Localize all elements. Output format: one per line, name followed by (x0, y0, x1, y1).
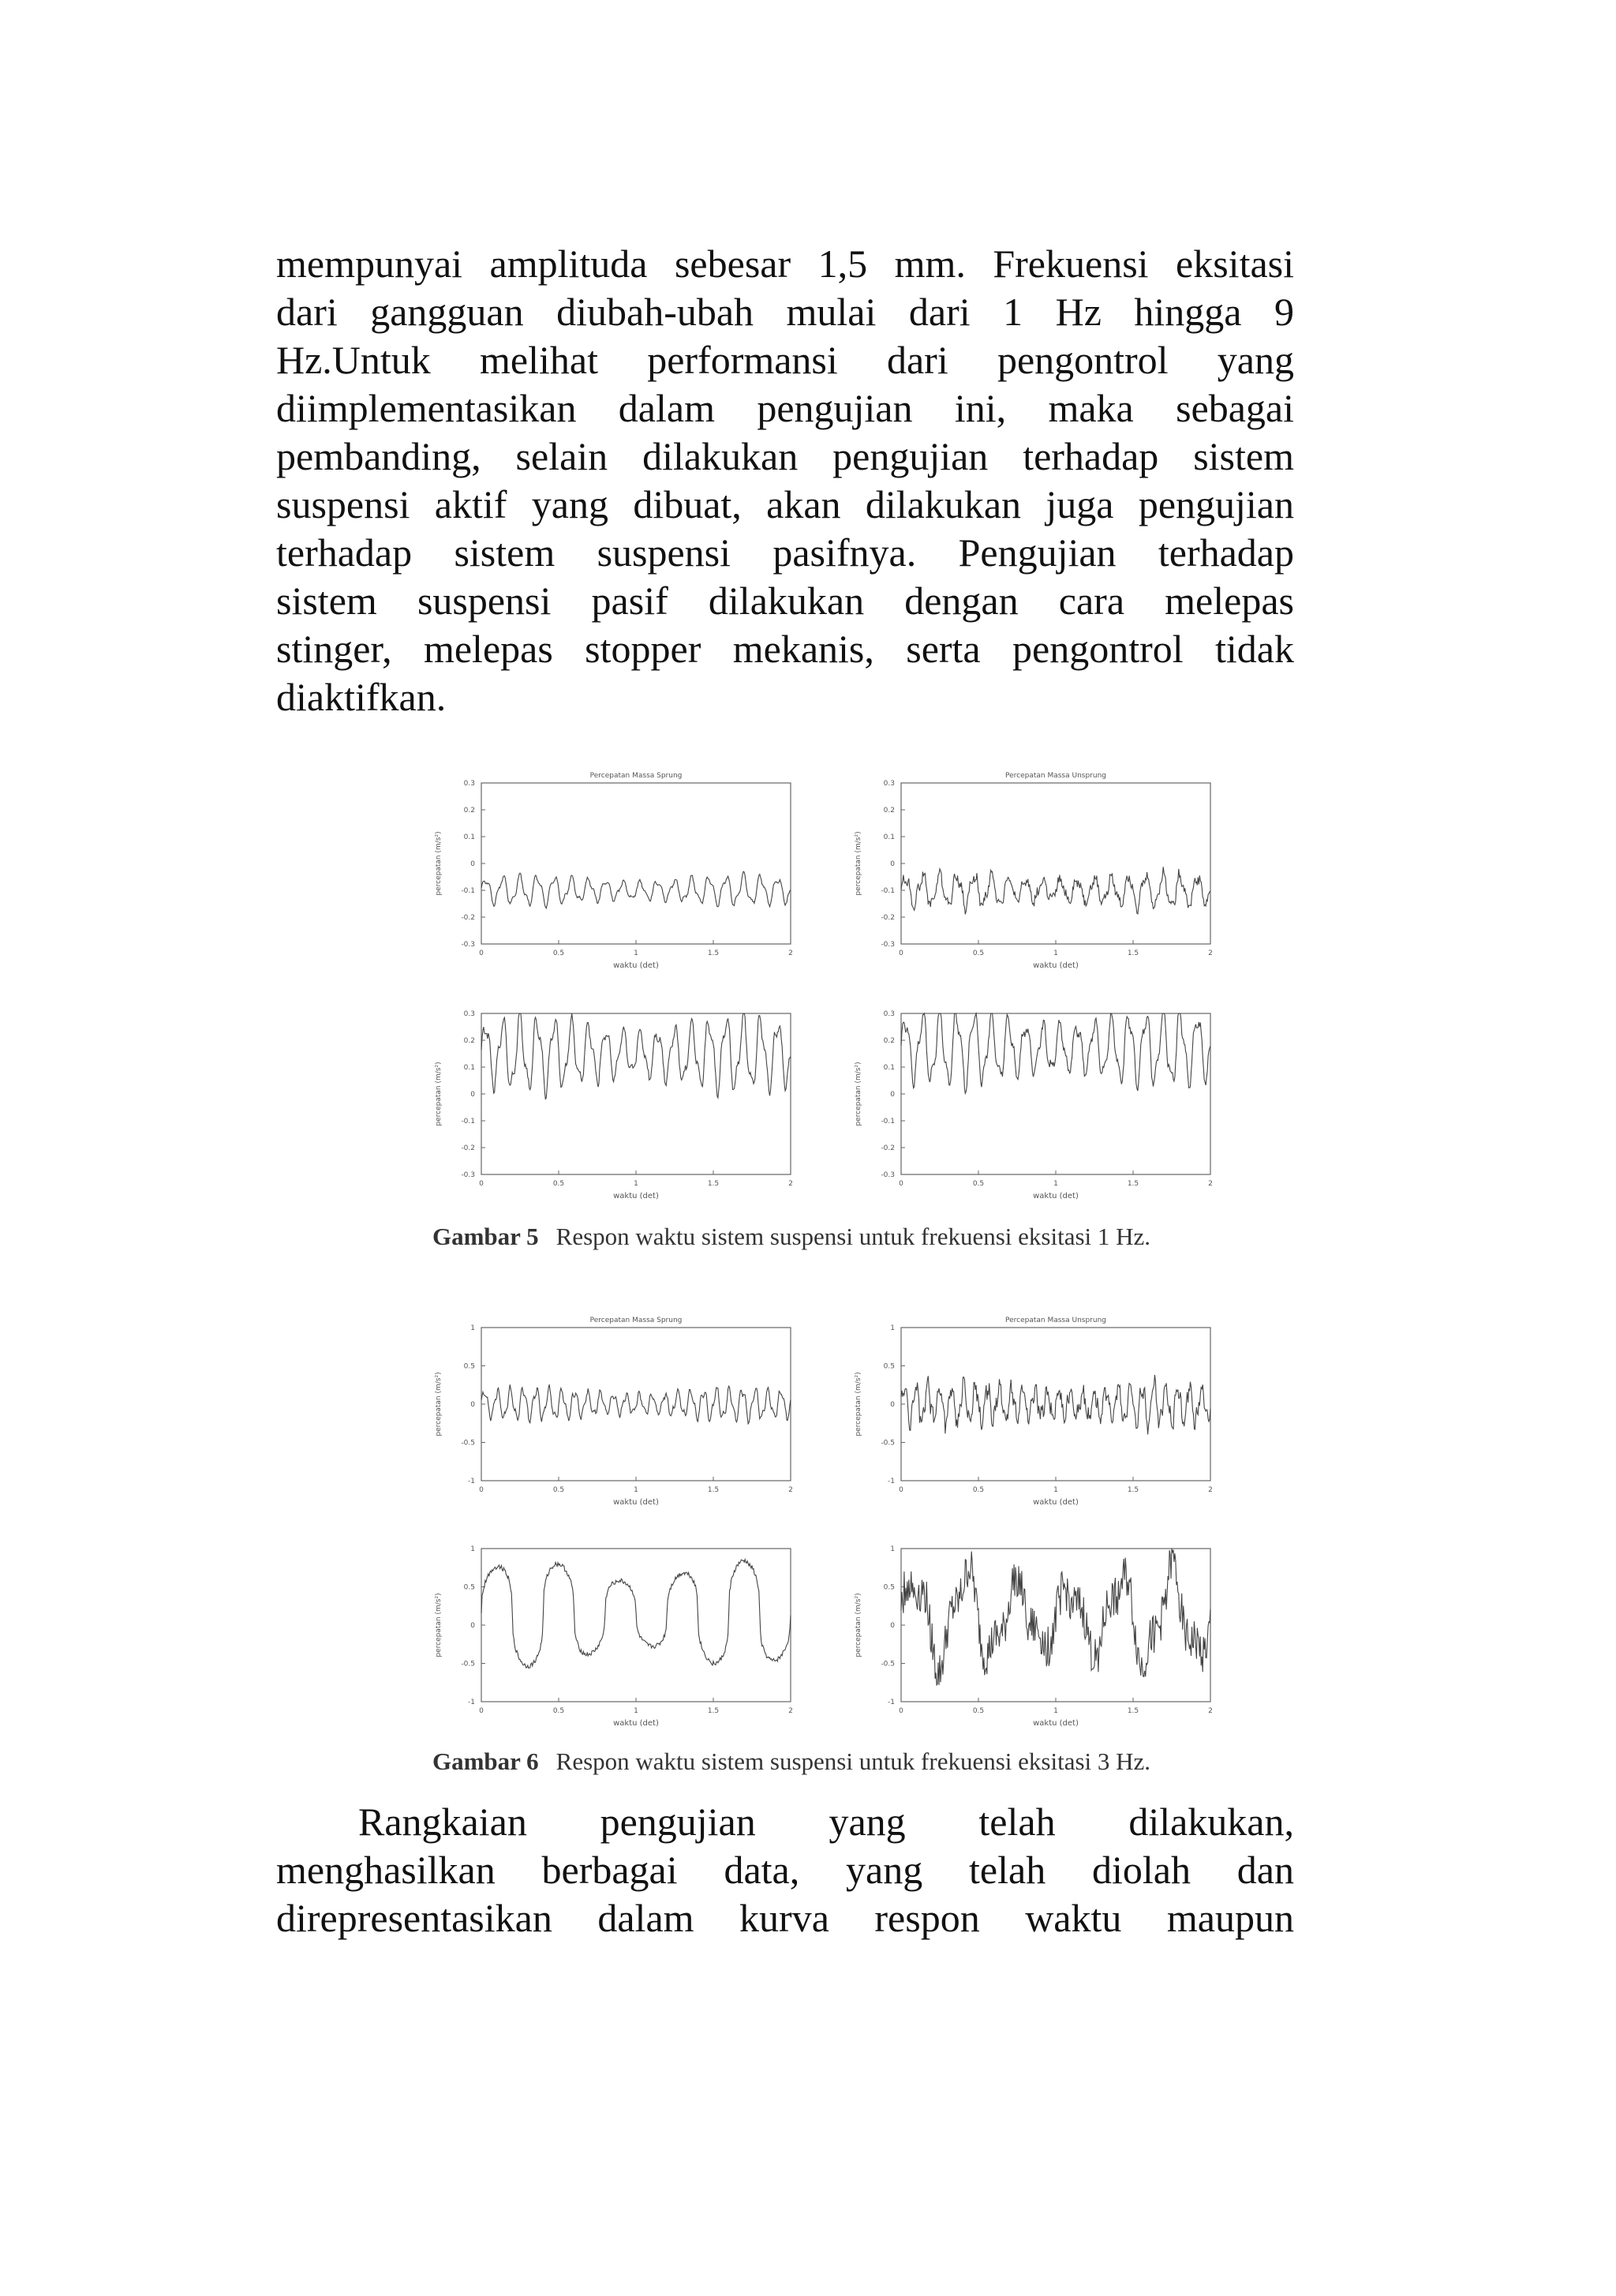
x-tick-label: 0.5 (552, 949, 565, 957)
figure6-caption (432, 1747, 1150, 1776)
y-tick-label: 0.1 (463, 833, 475, 841)
figure6-label: Gambar 6 (432, 1747, 539, 1775)
text-line: stinger, melepas stopper mekanis, serta pengontrol tidak (276, 627, 1294, 671)
y-tick-label: -1 (888, 1478, 895, 1485)
y-tick-label: 0.3 (883, 1010, 895, 1018)
x-tick-label: 1 (634, 949, 638, 957)
x-tick-label: 0.5 (972, 1486, 985, 1494)
y-tick-label: 1 (890, 1545, 895, 1553)
series-line (901, 867, 1210, 914)
figure5-plot-sprung-active (410, 766, 805, 979)
x-tick-label: 2 (788, 1180, 793, 1188)
y-tick-label: -0.3 (881, 1171, 895, 1179)
x-tick-label: 2 (1208, 1707, 1213, 1715)
plot-frame (901, 1013, 1210, 1174)
y-tick-label: 0.2 (463, 1037, 475, 1045)
y-tick-label: 0 (470, 1622, 475, 1630)
y-tick-label: -0.5 (461, 1660, 475, 1669)
x-tick-label: 1 (634, 1180, 638, 1188)
y-tick-label: 0 (470, 1401, 475, 1409)
y-tick-label: 0 (470, 1091, 475, 1099)
x-tick-label: 1.5 (1127, 1180, 1139, 1188)
x-tick-label: 0.5 (972, 1707, 985, 1715)
x-tick-label: 1 (634, 1486, 638, 1494)
x-tick-label: 0.5 (552, 1486, 565, 1494)
figure5-label: Gambar 5 (432, 1223, 539, 1250)
text-line: mempunyai amplituda sebesar 1,5 mm. Frekuensi eksitasi (276, 242, 1294, 286)
y-tick-label: 1 (890, 1324, 895, 1332)
y-tick-label: -0.1 (881, 887, 895, 895)
text-line: dari gangguan diubah-ubah mulai dari 1 Hz hingga 9 (276, 290, 1294, 334)
text-line: pembanding, selain dilakukan pengujian terhadap sistem (276, 434, 1294, 478)
x-tick-label: 1 (1053, 1180, 1058, 1188)
y-tick-label: 0.5 (883, 1362, 895, 1371)
series-line (481, 1384, 791, 1424)
y-axis-label: percepatan (m/s²) (855, 831, 862, 896)
y-tick-label: -0.3 (881, 941, 895, 949)
y-axis-label: percepatan (m/s²) (435, 831, 443, 896)
x-axis-label: waktu (det) (1033, 1192, 1079, 1200)
x-tick-label: 0 (479, 1180, 484, 1188)
text-line: terhadap sistem suspensi pasifnya. Pengujian terhadap (276, 530, 1294, 575)
y-tick-label: 0 (890, 1622, 895, 1630)
body-paragraph-1 (276, 240, 1294, 721)
y-tick-label: 0 (890, 1091, 895, 1099)
series-line (901, 1549, 1210, 1685)
y-tick-label: -0.5 (881, 1439, 895, 1448)
plot-frame (481, 783, 791, 944)
plot-title: Percepatan Massa Unsprung (1004, 772, 1107, 780)
y-tick-label: 0.5 (883, 1583, 895, 1592)
x-tick-label: 1.5 (1127, 1707, 1139, 1715)
x-tick-label: 1 (1053, 949, 1058, 957)
figure6-caption-text: Respon waktu sistem suspensi untuk frekuensi eksitasi 3 Hz. (556, 1747, 1151, 1775)
y-tick-label: 0 (890, 1401, 895, 1409)
text-line: diimplementasikan dalam pengujian ini, maka sebagai (276, 386, 1294, 430)
x-axis-label: waktu (det) (1033, 961, 1079, 970)
y-axis-label: percepatan (m/s²) (435, 1593, 443, 1657)
plot-title: Percepatan Massa Sprung (589, 1317, 683, 1324)
plot-title: Percepatan Massa Sprung (589, 772, 683, 780)
figure6-plot-unsprung-passive (830, 1531, 1225, 1736)
plot-frame (481, 1328, 791, 1481)
y-tick-label: 0.3 (883, 780, 895, 788)
x-axis-label: waktu (det) (613, 1719, 659, 1728)
x-tick-label: 2 (1208, 1486, 1213, 1494)
plot-frame (481, 1013, 791, 1174)
x-tick-label: 0.5 (972, 1180, 985, 1188)
y-tick-label: -1 (468, 1478, 475, 1485)
x-tick-label: 2 (1208, 1180, 1213, 1188)
y-tick-label: -0.2 (881, 1144, 895, 1152)
x-axis-label: waktu (det) (1033, 1719, 1079, 1728)
y-tick-label: 0.5 (463, 1583, 475, 1592)
figure5-plot-sprung-passive (410, 996, 805, 1209)
figure5-caption (432, 1223, 1150, 1251)
y-tick-label: -0.3 (461, 941, 475, 949)
y-tick-label: -0.2 (881, 914, 895, 922)
y-tick-label: 1 (470, 1545, 475, 1553)
figure6-plot-sprung-passive (410, 1531, 805, 1736)
x-tick-label: 1.5 (707, 1180, 720, 1188)
y-tick-label: 0.1 (463, 1064, 475, 1072)
x-tick-label: 2 (788, 1486, 793, 1494)
y-tick-label: -0.1 (881, 1118, 895, 1126)
x-tick-label: 0 (899, 1707, 903, 1715)
y-tick-label: -0.3 (461, 1171, 475, 1179)
text-line: diaktifkan. (276, 675, 447, 719)
x-tick-label: 0 (479, 1707, 484, 1715)
figure6-plot-sprung-active (410, 1310, 805, 1515)
x-axis-label: waktu (det) (613, 1498, 659, 1507)
text-line: Rangkaian pengujian yang telah dilakukan, (358, 1800, 1294, 1844)
y-tick-label: -0.1 (461, 887, 475, 895)
y-tick-label: 0.1 (883, 833, 895, 841)
figure5-plot-unsprung-passive (830, 996, 1225, 1209)
y-tick-label: 0.1 (883, 1064, 895, 1072)
x-tick-label: 1 (1053, 1707, 1058, 1715)
y-tick-label: -1 (888, 1699, 895, 1706)
series-line (481, 871, 791, 908)
y-tick-label: 0.2 (883, 807, 895, 815)
x-tick-label: 0.5 (552, 1707, 565, 1715)
x-axis-label: waktu (det) (613, 1192, 659, 1200)
y-axis-label: percepatan (m/s²) (855, 1062, 862, 1126)
x-tick-label: 1 (1053, 1486, 1058, 1494)
x-tick-label: 0 (899, 949, 903, 957)
y-tick-label: 0.3 (463, 780, 475, 788)
y-tick-label: 0.2 (463, 807, 475, 815)
y-tick-label: 1 (470, 1324, 475, 1332)
x-tick-label: 2 (1208, 949, 1213, 957)
x-tick-label: 0 (899, 1180, 903, 1188)
series-line (481, 1013, 791, 1099)
x-tick-label: 1.5 (707, 1707, 720, 1715)
plot-frame (481, 1549, 791, 1702)
y-axis-label: percepatan (m/s²) (855, 1593, 862, 1657)
figure6-plot-unsprung-active (830, 1310, 1225, 1515)
x-tick-label: 1.5 (1127, 949, 1139, 957)
plot-title: Percepatan Massa Unsprung (1004, 1317, 1107, 1324)
x-tick-label: 0.5 (972, 949, 985, 957)
x-tick-label: 0 (479, 1486, 484, 1494)
y-tick-label: -0.2 (461, 914, 475, 922)
y-tick-label: 0 (890, 860, 895, 868)
x-axis-label: waktu (det) (1033, 1498, 1079, 1507)
body-paragraph-2 (276, 1798, 1294, 1942)
x-tick-label: 2 (788, 1707, 793, 1715)
y-tick-label: 0.2 (883, 1037, 895, 1045)
x-tick-label: 0 (899, 1486, 903, 1494)
y-tick-label: 0.3 (463, 1010, 475, 1018)
figure5-caption-text: Respon waktu sistem suspensi untuk frekuensi eksitasi 1 Hz. (556, 1223, 1151, 1250)
text-line: sistem suspensi pasif dilakukan dengan cara melepas (276, 579, 1294, 623)
text-line: suspensi aktif yang dibuat, akan dilakukan juga pengujian (276, 482, 1294, 526)
y-tick-label: -0.2 (461, 1144, 475, 1152)
y-tick-label: -0.5 (881, 1660, 895, 1669)
x-tick-label: 1.5 (1127, 1486, 1139, 1494)
figure5-plot-unsprung-active (830, 766, 1225, 979)
y-tick-label: -1 (468, 1699, 475, 1706)
series-line (901, 1375, 1210, 1434)
x-tick-label: 1.5 (707, 1486, 720, 1494)
series-line (901, 1013, 1210, 1093)
series-line (481, 1560, 791, 1669)
y-tick-label: 0 (470, 860, 475, 868)
text-line: direpresentasikan dalam kurva respon waktu maupun (276, 1896, 1294, 1940)
y-tick-label: -0.5 (461, 1439, 475, 1448)
y-tick-label: 0.5 (463, 1362, 475, 1371)
x-axis-label: waktu (det) (613, 961, 659, 970)
y-axis-label: percepatan (m/s²) (435, 1062, 443, 1126)
x-tick-label: 2 (788, 949, 793, 957)
x-tick-label: 0 (479, 949, 484, 957)
x-tick-label: 1.5 (707, 949, 720, 957)
text-line: menghasilkan berbagai data, yang telah diolah dan (276, 1848, 1294, 1892)
y-axis-label: percepatan (m/s²) (855, 1372, 862, 1436)
x-tick-label: 1 (634, 1707, 638, 1715)
text-line: Hz.Untuk melihat performansi dari pengontrol yang (276, 338, 1294, 382)
plot-frame (901, 783, 1210, 944)
y-axis-label: percepatan (m/s²) (435, 1372, 443, 1436)
x-tick-label: 0.5 (552, 1180, 565, 1188)
y-tick-label: -0.1 (461, 1118, 475, 1126)
